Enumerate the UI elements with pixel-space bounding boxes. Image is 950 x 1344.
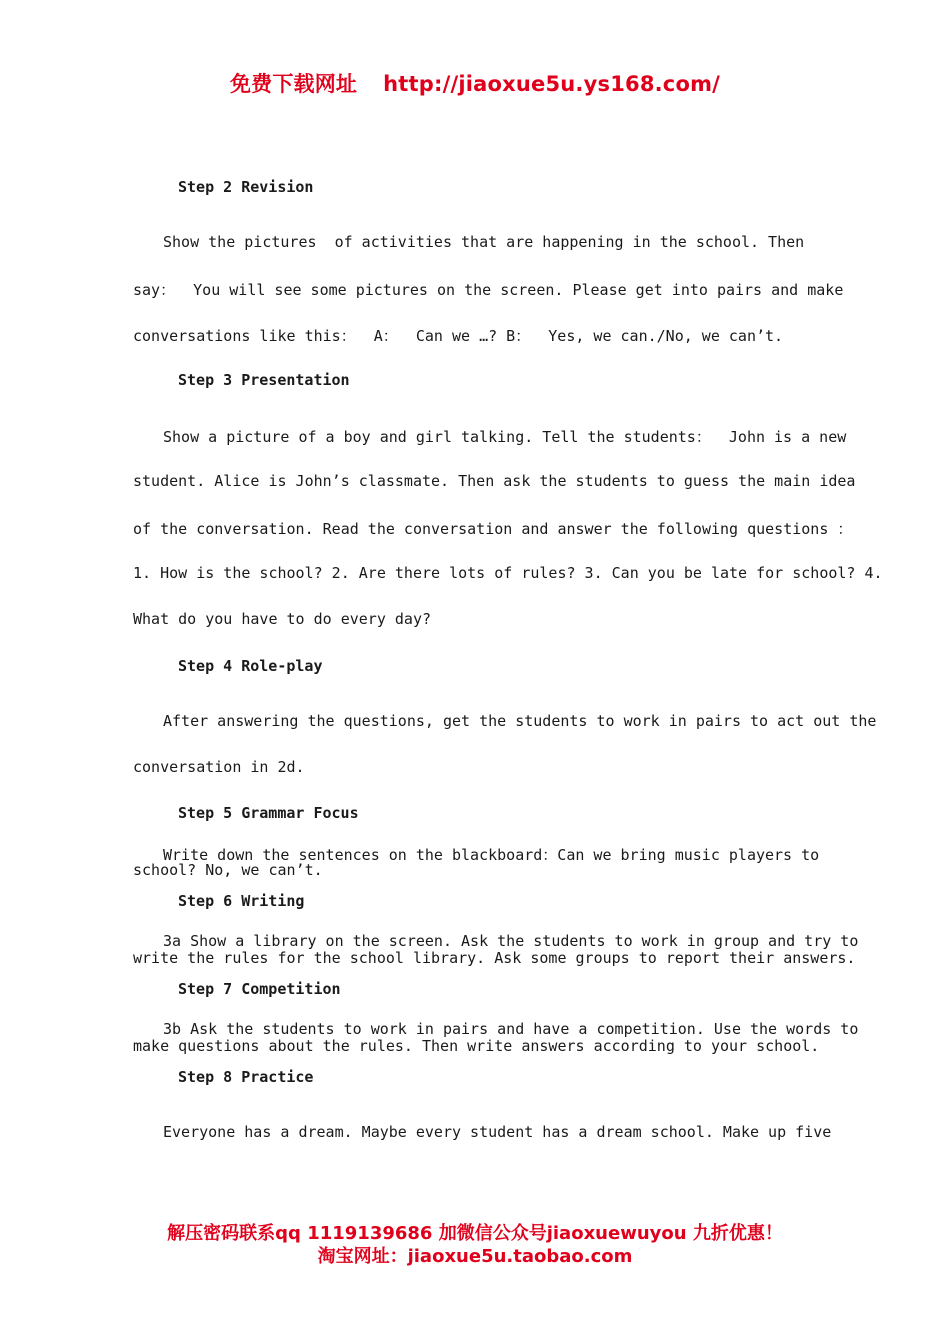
step3-line-3: of the conversation. Read the conversation and answer the following questions ： xyxy=(133,520,853,538)
step6-heading: Step 6 Writing xyxy=(178,892,305,910)
step2-line-1: Show the pictures of activities that are happening in the school. Then xyxy=(163,233,805,251)
step7-line-2: make questions about the rules. Then write answers according to your school. xyxy=(133,1037,820,1055)
page-header xyxy=(0,68,950,98)
step2-line-2: say： You will see some pictures on the screen. Please get into pairs and make xyxy=(133,281,844,299)
footer-contact: 解压密码联系qq 1119139686 加微信公众号jiaoxuewuyou 九折优惠！ xyxy=(167,1223,783,1244)
step3-line-5: What do you have to do every day? xyxy=(133,610,432,628)
step3-heading: Step 3 Presentation xyxy=(178,371,350,389)
step3-line-4: 1. How is the school? 2. Are there lots of rules? 3. Can you be late for school? 4. xyxy=(133,564,883,582)
step3-line-1: Show a picture of a boy and girl talking. Tell the students： John is a new xyxy=(163,428,847,446)
step7-line-1: 3b Ask the students to work in pairs and have a competition. Use the words to xyxy=(163,1020,859,1038)
step8-line-1: Everyone has a dream. Maybe every student has a dream school. Make up five xyxy=(163,1123,832,1141)
step4-line-2: conversation in 2d. xyxy=(133,758,305,776)
step2-heading: Step 2 Revision xyxy=(178,178,314,196)
step2-line-3: conversations like this： A： Can we …? B： Yes, we can./No, we can’t. xyxy=(133,327,784,345)
step3-line-2: student. Alice is John’s classmate. Then ask the students to guess the main idea xyxy=(133,472,856,490)
header-label: 免费下载网址 xyxy=(229,72,358,96)
step7-heading: Step 7 Competition xyxy=(178,980,341,998)
step5-line-2: school? No, we can’t. xyxy=(133,861,323,879)
step4-line-1: After answering the questions, get the students to work in pairs to act out the xyxy=(163,712,877,730)
step4-heading: Step 4 Role-play xyxy=(178,657,323,675)
step8-heading: Step 8 Practice xyxy=(178,1068,314,1086)
step5-line-1: Write down the sentences on the blackboard：Can we bring music players to xyxy=(163,846,820,864)
step6-line-1: 3a Show a library on the screen. Ask the students to work in group and try to xyxy=(163,932,859,950)
step6-line-2: write the rules for the school library. Ask some groups to report their answers. xyxy=(133,949,856,967)
footer-shop-link[interactable]: 淘宝网址：jiaoxue5u.taobao.com xyxy=(317,1246,633,1267)
header-url-link[interactable]: http://jiaoxue5u.ys168.com/ xyxy=(383,72,721,96)
step5-heading: Step 5 Grammar Focus xyxy=(178,804,359,822)
